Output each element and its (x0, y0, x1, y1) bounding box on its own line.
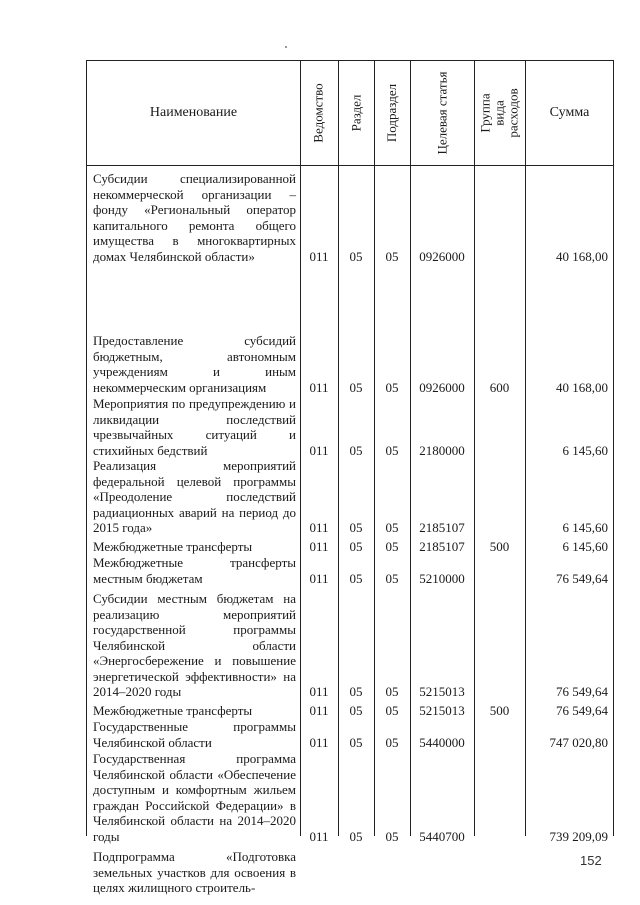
header-vedomstvo: Ведомство (311, 83, 326, 143)
cell-podrazdel: 05 (385, 520, 399, 535)
cell-celevaya: 2185107 (419, 520, 465, 535)
cell-podrazdel: 05 (385, 570, 399, 586)
row-name: Межбюджетные трансферты (93, 539, 253, 554)
row-name: Межбюджетные трансферты местным бюджетам (93, 555, 296, 586)
table-row (87, 171, 613, 264)
cell-vedomstvo: 011 (309, 520, 329, 535)
cell-vedomstvo: 011 (309, 734, 329, 750)
cell-vedomstvo: 011 (309, 379, 329, 395)
cell-vedomstvo: 011 (309, 570, 329, 586)
header-celevaya: Целевая статья (434, 71, 450, 155)
table-row (87, 539, 613, 555)
header-name: Наименование (149, 105, 238, 120)
cell-summa: 6 145,60 (562, 520, 608, 535)
table-row (87, 396, 613, 458)
cell-podrazdel: 05 (385, 442, 399, 458)
cell-razdel: 05 (349, 734, 363, 750)
table-row (87, 458, 613, 536)
cell-vedomstvo: 011 (309, 828, 329, 844)
table-row (87, 555, 613, 586)
cell-razdel: 05 (349, 828, 363, 844)
header-razdel: Раздел (348, 94, 363, 132)
cell-razdel: 05 (349, 442, 363, 458)
row-name: Реализация мероприятий федеральной целевой программы «Преодоление последствий радиационных аварий на период до 2015 года» (93, 458, 296, 535)
table-row (87, 751, 613, 844)
header-podrazdel: Подраздел (384, 83, 400, 143)
cell-summa: 76 549,64 (556, 684, 608, 699)
cell-razdel: 05 (349, 570, 363, 586)
row-name: Государственная программа Челябинской области «Обеспечение доступным и комфортным жильем граждан Российской Федерации» в Челябинской области на 2014–2020 годы (93, 751, 296, 844)
table-row (87, 591, 613, 700)
cell-celevaya: 5215013 (419, 684, 465, 699)
cell-podrazdel: 05 (385, 828, 399, 844)
row-name: Государственные программы Челябинской области (93, 719, 296, 750)
scan-speck (285, 46, 287, 48)
cell-vedomstvo: 011 (309, 703, 329, 718)
table-row (87, 333, 613, 395)
cell-summa: 76 549,64 (556, 570, 608, 586)
cell-vedomstvo: 011 (309, 684, 329, 699)
cell-podrazdel: 05 (385, 539, 399, 554)
cell-vedomstvo: 011 (309, 539, 329, 554)
cell-podrazdel: 05 (385, 734, 399, 750)
cell-celevaya: 5440000 (419, 734, 465, 750)
cell-podrazdel: 05 (385, 248, 399, 264)
cell-celevaya: 0926000 (419, 379, 465, 395)
cell-podrazdel: 05 (385, 684, 399, 699)
cell-vedomstvo: 011 (309, 248, 329, 264)
row-name: Субсидии специализированной некоммерческой организации – фонду «Региональный оператор капитального ремонта общего имущества в многоквартирных домах Челябинской области» (93, 171, 296, 264)
header-gruppa: Группа вида расходов (477, 88, 521, 138)
row-name: Подпрограмма «Подготовка земельных участков для освоения в целях жилищного строитель- (93, 849, 296, 895)
cell-razdel: 05 (349, 684, 363, 699)
cell-vedomstvo: 011 (309, 442, 329, 458)
cell-razdel: 05 (349, 248, 363, 264)
cell-celevaya: 5440700 (419, 828, 465, 844)
row-name: Предоставление субсидий бюджетным, автономным учреждениям и иным некоммерческим организациям (93, 333, 296, 395)
cell-summa: 76 549,64 (556, 703, 608, 718)
cell-summa: 739 209,09 (549, 828, 608, 844)
cell-summa: 40 168,00 (556, 379, 608, 395)
cell-razdel: 05 (349, 539, 363, 554)
cell-summa: 6 145,60 (562, 539, 608, 554)
table-row (87, 849, 613, 896)
row-name: Субсидии местным бюджетам на реализацию мероприятий государственной программы Челябинской области «Энергосбережение и повышение энергетической эффективности» на 2014–2020 годы (93, 591, 296, 699)
cell-razdel: 05 (349, 520, 363, 535)
cell-celevaya: 0926000 (419, 248, 465, 264)
table-row (87, 719, 613, 750)
cell-celevaya: 5210000 (419, 570, 465, 586)
cell-celevaya: 2185107 (419, 539, 465, 554)
header-summa: Сумма (549, 105, 590, 120)
table-header (87, 61, 613, 166)
table-row (87, 703, 613, 719)
cell-summa: 40 168,00 (556, 248, 608, 264)
row-name: Мероприятия по предупреждению и ликвидации последствий чрезвычайных ситуаций и стихийных бедствий (93, 396, 296, 458)
cell-summa: 6 145,60 (562, 442, 608, 458)
cell-podrazdel: 05 (385, 703, 399, 718)
cell-celevaya: 2180000 (419, 442, 465, 458)
row-name: Межбюджетные трансферты (93, 703, 253, 718)
cell-celevaya: 5215013 (419, 703, 465, 718)
cell-razdel: 05 (349, 703, 363, 718)
cell-gruppa: 600 (489, 379, 510, 395)
cell-summa: 747 020,80 (549, 734, 608, 750)
cell-gruppa: 500 (489, 539, 510, 554)
page-number: 152 (580, 853, 602, 868)
cell-gruppa: 500 (489, 703, 510, 718)
cell-razdel: 05 (349, 379, 363, 395)
cell-podrazdel: 05 (385, 379, 399, 395)
